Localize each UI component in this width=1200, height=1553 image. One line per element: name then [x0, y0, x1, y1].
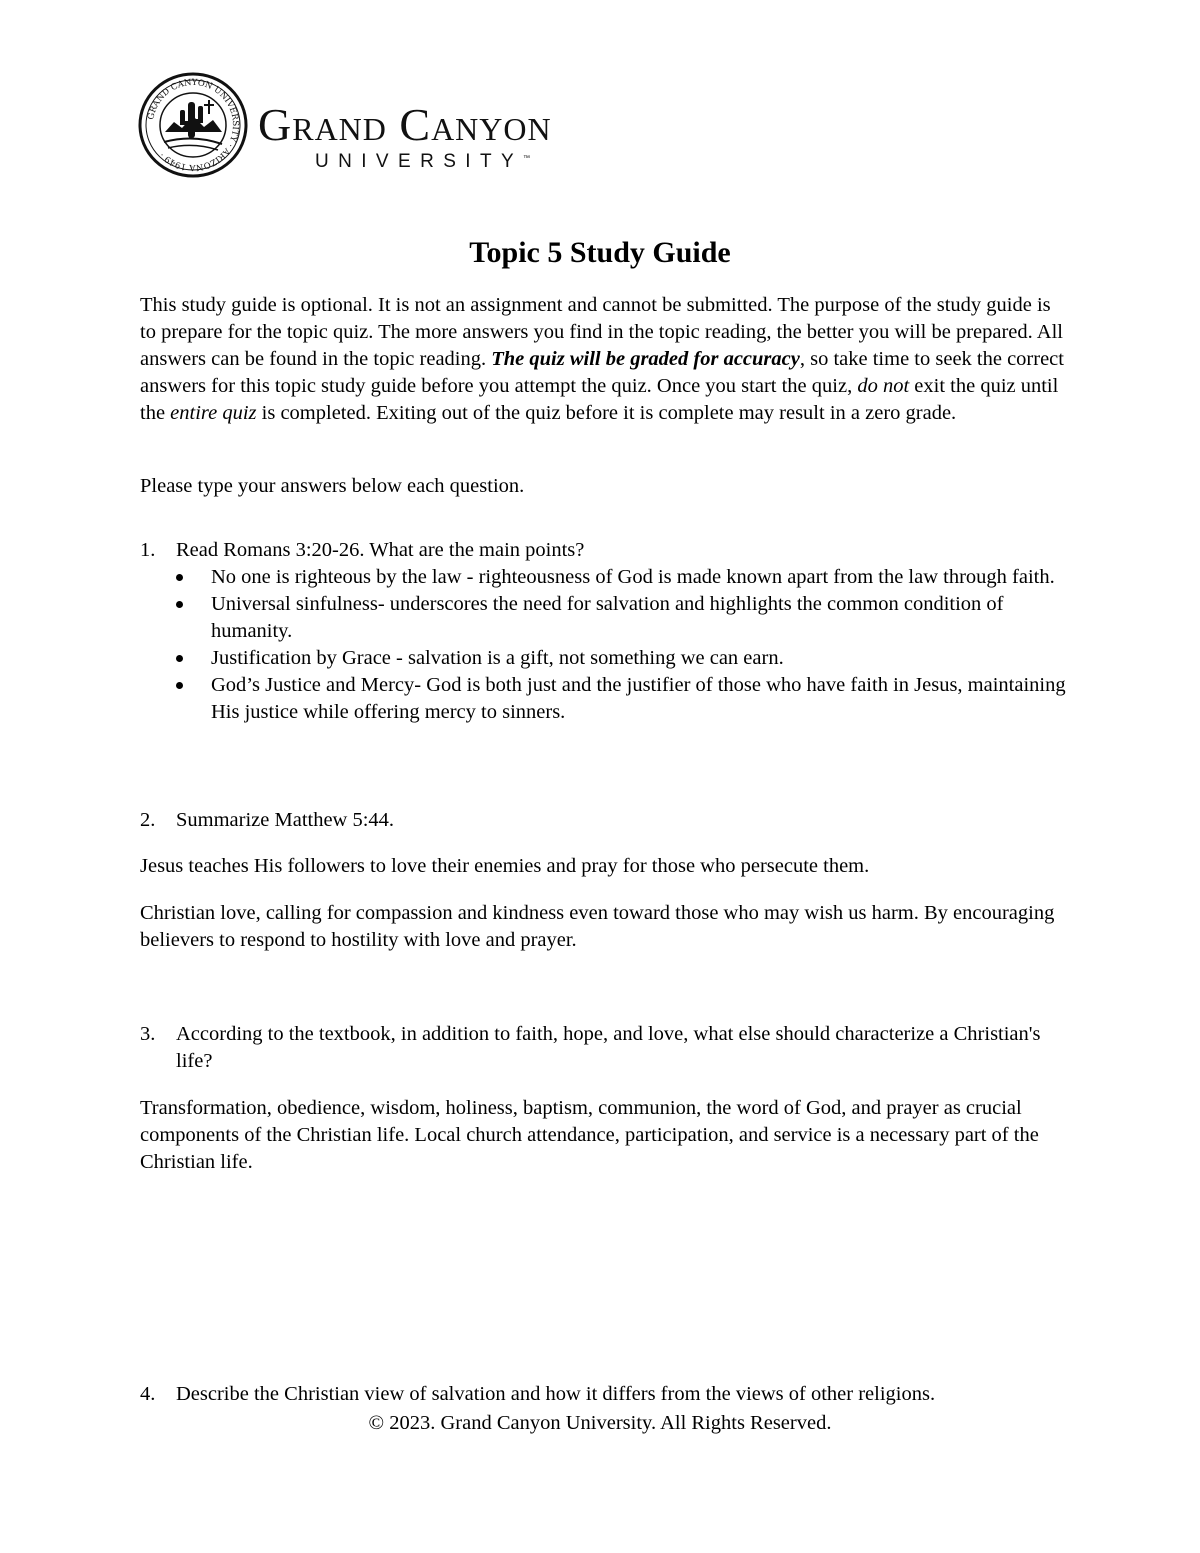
bullet-icon [176, 601, 183, 608]
question-3 [140, 1021, 1070, 1075]
intro-text-4: is completed. Exiting out of the quiz before it is complete may result in a zero grade. [256, 402, 957, 424]
university-logo [138, 72, 618, 178]
question-4 [140, 1381, 1070, 1408]
question-2 [140, 807, 1070, 834]
bullet-text: Justification by Grace - salvation is a gift, not something we can earn. [211, 647, 784, 669]
wordmark-university [315, 152, 552, 172]
university-wordmark [258, 99, 552, 172]
university-seal-icon [138, 72, 248, 178]
bullet-icon [176, 574, 183, 581]
intro-text-2: , so take time to seek the correct answers for this topic study guide before you attempt the quiz. Once you start the quiz, [140, 348, 1064, 397]
svg-text:GRAND CANYON UNIVERSITY · ARIZ: GRAND CANYON UNIVERSITY · ARIZONA 1949 · [146, 77, 241, 173]
question-3-answer: Transformation, obedience, wisdom, holiness, baptism, communion, the word of God, and prayer as crucial components of the Christian life. Local church attendance, participation, and service is a necessary part of the Christian life. [140, 1097, 1039, 1173]
bullet-text: God’s Justice and Mercy- God is both just and the justifier of those who have faith in Jesus, maintaining His justice while offering mercy to sinners. [211, 674, 1066, 723]
question-2-answer-1: Jesus teaches His followers to love their enemies and pray for those who persecute them. [140, 855, 870, 877]
intro-text-3: exit the quiz until the [140, 375, 1059, 424]
question-number: 1. [140, 539, 156, 561]
bullet-icon [176, 655, 183, 662]
answer-bullet [140, 591, 1070, 645]
trademark-symbol: ™ [523, 155, 531, 162]
question-number: 4. [140, 1383, 156, 1405]
question-text: According to the textbook, in addition to faith, hope, and love, what else should characterize a Christian's life? [176, 1023, 1041, 1072]
intro-text-1: This study guide is optional. It is not an assignment and cannot be submitted. The purpose of the study guide is to prepare for the topic quiz. The more answers you find in the topic reading, the better you will be prepared. All answers can be found in the topic reading. [140, 294, 1063, 370]
bullet-icon [176, 682, 183, 689]
intro-italic-entire-quiz: entire quiz [170, 402, 257, 424]
question-1 [140, 537, 1070, 564]
instructions: Please type your answers below each question. [140, 475, 525, 497]
answer-bullet [140, 645, 1070, 672]
question-number: 2. [140, 809, 156, 831]
answer-bullet [140, 564, 1070, 591]
wordmark-university-text: UNIVERSITY [315, 151, 524, 172]
bullet-text: No one is righteous by the law - righteousness of God is made known apart from the law through faith. [211, 566, 1055, 588]
question-number: 3. [140, 1023, 156, 1045]
question-1-answers [140, 564, 1070, 726]
document-title: Topic 5 Study Guide [469, 236, 731, 269]
intro-italic-do-not: do not [857, 375, 910, 397]
question-text: Summarize Matthew 5:44. [176, 809, 395, 831]
wordmark-grand-canyon: Grand Canyon [258, 99, 552, 150]
answer-bullet [140, 672, 1070, 726]
question-text: Describe the Christian view of salvation and how it differs from the views of other religions. [176, 1383, 936, 1405]
copyright-footer: © 2023. Grand Canyon University. All Rights Reserved. [368, 1412, 832, 1434]
intro-paragraph [140, 292, 1070, 427]
question-2-answer-2: Christian love, calling for compassion and kindness even toward those who may wish us harm. By encouraging believers to respond to hostility with love and prayer. [140, 902, 1055, 951]
question-text: Read Romans 3:20-26. What are the main points? [176, 539, 585, 561]
bullet-text: Universal sinfulness- underscores the need for salvation and highlights the common condition of humanity. [211, 593, 1004, 642]
intro-emphasis: The quiz will be graded for accuracy [491, 348, 800, 370]
